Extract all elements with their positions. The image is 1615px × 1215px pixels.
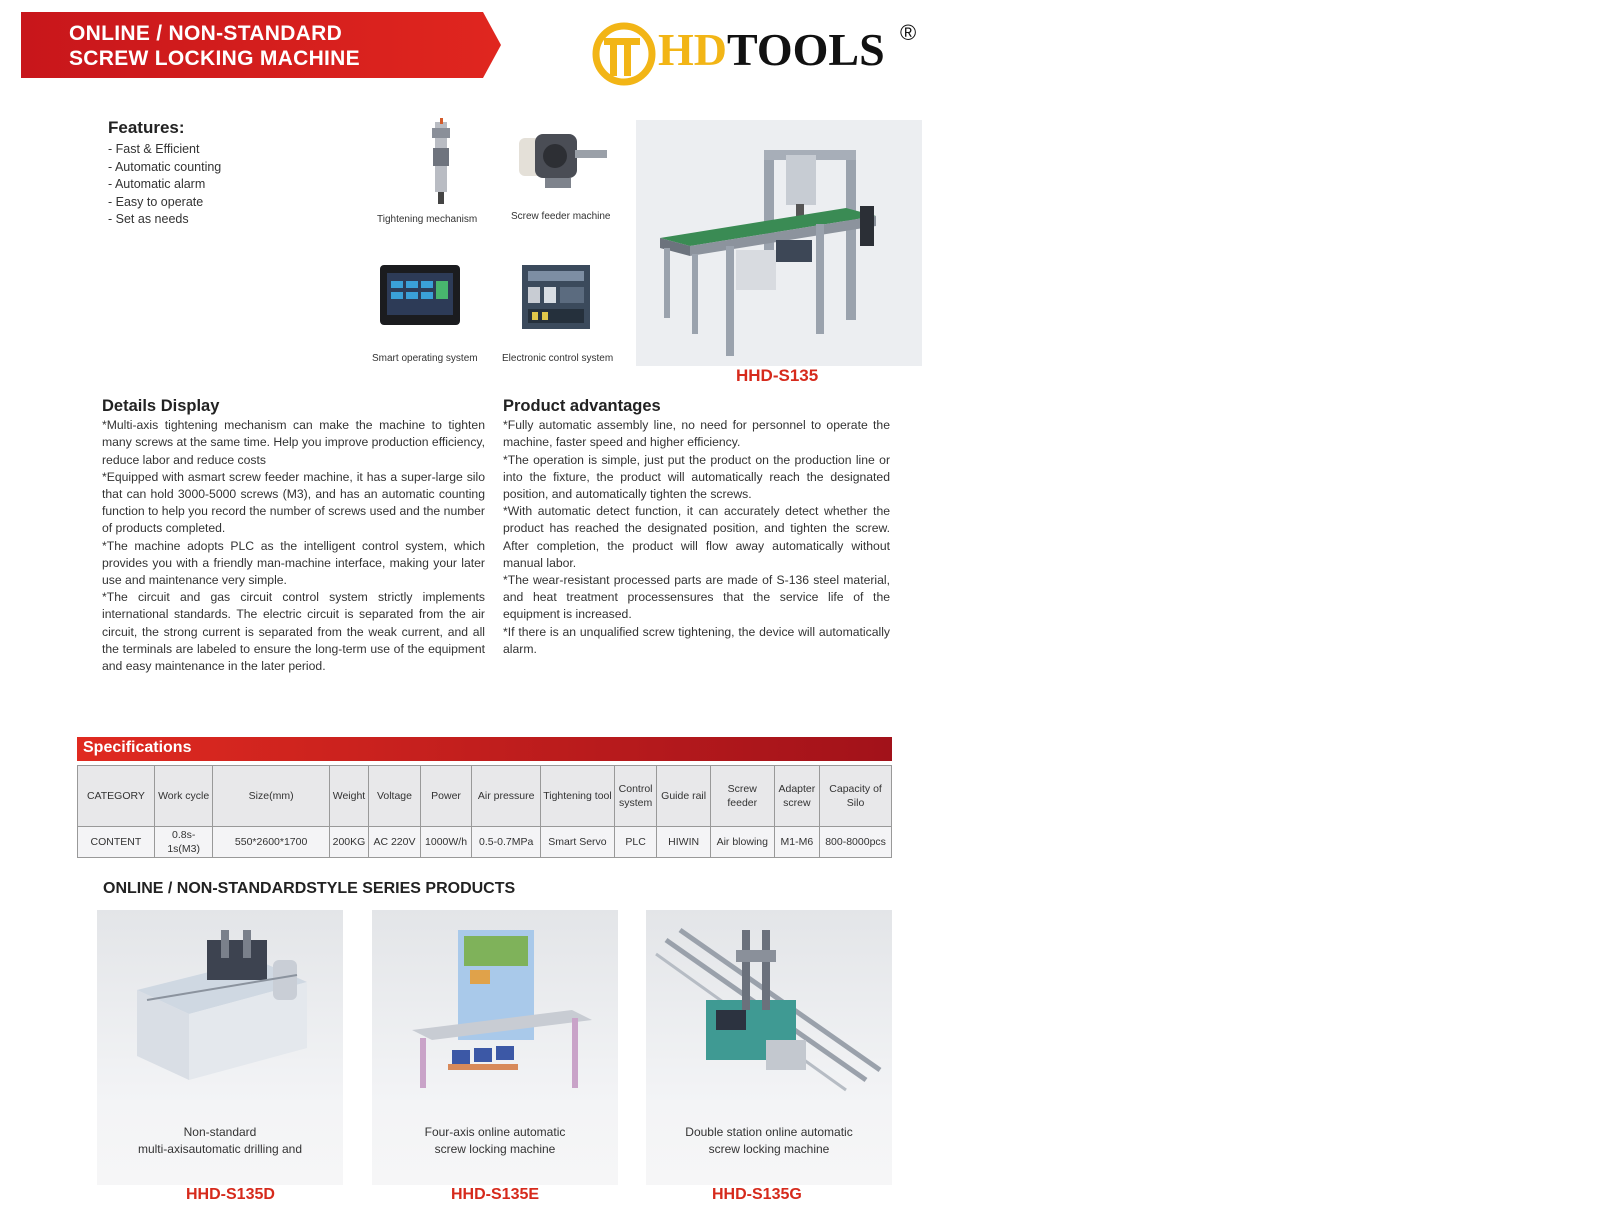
details-paragraph: *The machine adopts PLC as the intelligent control system, which provides you with a friendly man-machine interface, making your later use and maintenance very simple. <box>102 538 485 588</box>
table-header-cell: Screw feeder <box>710 766 774 827</box>
feature-item: - Automatic alarm <box>108 177 206 191</box>
tightening-mechanism-image <box>385 118 495 208</box>
table-cell: M1-M6 <box>774 827 820 858</box>
product-caption-line: screw locking machine <box>434 1142 556 1156</box>
title-line-2: SCREW LOCKING MACHINE <box>69 47 360 70</box>
brand-hd: HD <box>658 24 727 75</box>
details-paragraph: *Multi-axis tightening mechanism can make the machine to tighten many screws at the same time. Help you improve production efficiency, reduce labor and reduce costs <box>102 418 485 467</box>
features-list <box>108 141 338 229</box>
thumb-smart-operating <box>372 263 488 364</box>
product-caption <box>372 1124 618 1158</box>
advantages-paragraph: *With automatic detect function, it can accurately detect whether the product has reached the designated position, and tighten the screw. After completion, the product will flow away automatically without manual labor. <box>503 504 890 570</box>
advantages-paragraph: *If there is an unqualified screw tightening, the device will automatically alarm. <box>503 624 890 656</box>
screw-feeder-image <box>515 128 615 198</box>
table-header-cell: Work cycle <box>154 766 213 827</box>
product-card-s135e <box>372 910 618 1185</box>
table-header-cell: CATEGORY <box>78 766 155 827</box>
table-cell: CONTENT <box>78 827 155 858</box>
product-model-label: HHD-S135D <box>186 1186 275 1203</box>
table-cell: Air blowing <box>710 827 774 858</box>
product-caption-line: Four-axis online automatic <box>424 1125 566 1139</box>
feature-item: - Fast & Efficient <box>108 142 200 156</box>
table-cell: HIWIN <box>657 827 711 858</box>
table-header-cell: Power <box>420 766 472 827</box>
table-cell: 0.5-0.7MPa <box>472 827 541 858</box>
control-box-image <box>520 263 592 331</box>
product-card-s135d <box>97 910 343 1185</box>
table-header-cell: Weight <box>329 766 368 827</box>
s135e-machine-image <box>372 910 618 1110</box>
product-caption <box>646 1124 892 1158</box>
feature-item: - Set as needs <box>108 212 189 226</box>
details-paragraph: *Equipped with asmart screw feeder machine, it has a super-large silo that can hold 3000-5000 screws (M3), and has an automatic counting function to help you record the number of screws used and the number of products completed. <box>102 469 485 536</box>
product-caption-line: screw locking machine <box>708 1142 830 1156</box>
logo-emblem-icon <box>590 18 658 86</box>
product-caption-line: Non-standard <box>183 1125 257 1139</box>
spec-bar-shape <box>77 737 892 761</box>
series-title: ONLINE / NON-STANDARDSTYLE SERIES PRODUCTS <box>103 880 516 897</box>
brand-tools: TOOLS <box>727 24 885 75</box>
table-header-cell: Capacity of Silo <box>820 766 892 827</box>
specifications-title: Specifications <box>83 739 192 756</box>
thumb-caption: Screw feeder machine <box>511 211 611 222</box>
features-title: Features: <box>108 118 185 137</box>
features-section <box>108 118 338 229</box>
registered-mark: ® <box>900 20 917 45</box>
product-caption-line: Double station online automatic <box>685 1125 853 1139</box>
table-row <box>78 827 892 858</box>
table-header-cell: Control system <box>614 766 656 827</box>
table-cell: 1000W/h <box>420 827 472 858</box>
product-model-label: HHD-S135E <box>451 1186 540 1203</box>
product-caption <box>97 1124 343 1158</box>
details-paragraph: *The circuit and gas circuit control system strictly implements international standards. The electric circuit is separated from the air circuit, the strong current is separated from the weak current, and all the terminals are labeled to ensure the long-term use of the equipment and easy maintenance in the later period. <box>102 590 485 674</box>
table-cell: Smart Servo <box>541 827 615 858</box>
specifications-table <box>77 765 892 858</box>
brand-logo <box>590 18 930 88</box>
table-header-cell: Guide rail <box>657 766 711 827</box>
main-product-image <box>636 120 922 366</box>
table-header-row <box>78 766 892 827</box>
table-header-cell: Size(mm) <box>213 766 329 827</box>
advantages-title: Product advantages <box>503 397 661 415</box>
product-model-label: HHD-S135G <box>712 1186 802 1203</box>
s135d-machine-image <box>97 910 343 1110</box>
details-section <box>102 398 485 675</box>
thumb-caption: Electronic control system <box>502 353 614 364</box>
feature-item: - Automatic counting <box>108 159 222 174</box>
table-cell: 800-8000pcs <box>820 827 892 858</box>
feature-item: - Easy to operate <box>108 194 204 209</box>
advantages-paragraph: *The wear-resistant processed parts are made of S-136 steel material, and heat treatment processensures that the service life of the equipment is increased. <box>503 573 890 622</box>
advantages-paragraph: *The operation is simple, just put the product on the production line or into the fixture, the product will automatically reach the designated position, and automatically tighten the screws. <box>503 452 890 502</box>
thumb-tightening <box>377 118 495 228</box>
specifications-bar <box>77 737 892 761</box>
thumb-caption: Smart operating system <box>372 353 478 364</box>
product-card-s135g <box>646 910 892 1185</box>
advantages-paragraph: *Fully automatic assembly line, no need for personnel to operate the machine, faster speed and higher efficiency. <box>503 418 890 450</box>
brand-wordmark <box>658 24 885 76</box>
touch-screen-image <box>378 263 462 329</box>
details-title: Details Display <box>102 397 220 415</box>
title-banner <box>21 12 501 78</box>
table-cell: AC 220V <box>369 827 421 858</box>
thumb-screw-feeder <box>511 128 615 228</box>
thumb-electronic-control <box>502 263 620 364</box>
table-header-cell: Tightening tool <box>541 766 615 827</box>
table-cell: 0.8s-1s(M3) <box>154 827 213 858</box>
table-header-cell: Voltage <box>369 766 421 827</box>
table-cell: 200KG <box>329 827 368 858</box>
product-caption-line: multi-axisautomatic drilling and <box>137 1142 303 1156</box>
table-header-cell: Adapter screw <box>774 766 820 827</box>
thumb-caption: Tightening mechanism <box>377 214 478 225</box>
table-cell: 550*2600*1700 <box>213 827 329 858</box>
s135g-machine-image <box>646 910 892 1110</box>
main-model-label: HHD-S135 <box>736 366 819 385</box>
hhd-s135-machine-image <box>636 120 922 366</box>
table-cell: PLC <box>614 827 656 858</box>
table-header-cell: Air pressure <box>472 766 541 827</box>
advantages-section <box>503 398 890 658</box>
title-line-1: ONLINE / NON-STANDARD <box>69 22 343 45</box>
